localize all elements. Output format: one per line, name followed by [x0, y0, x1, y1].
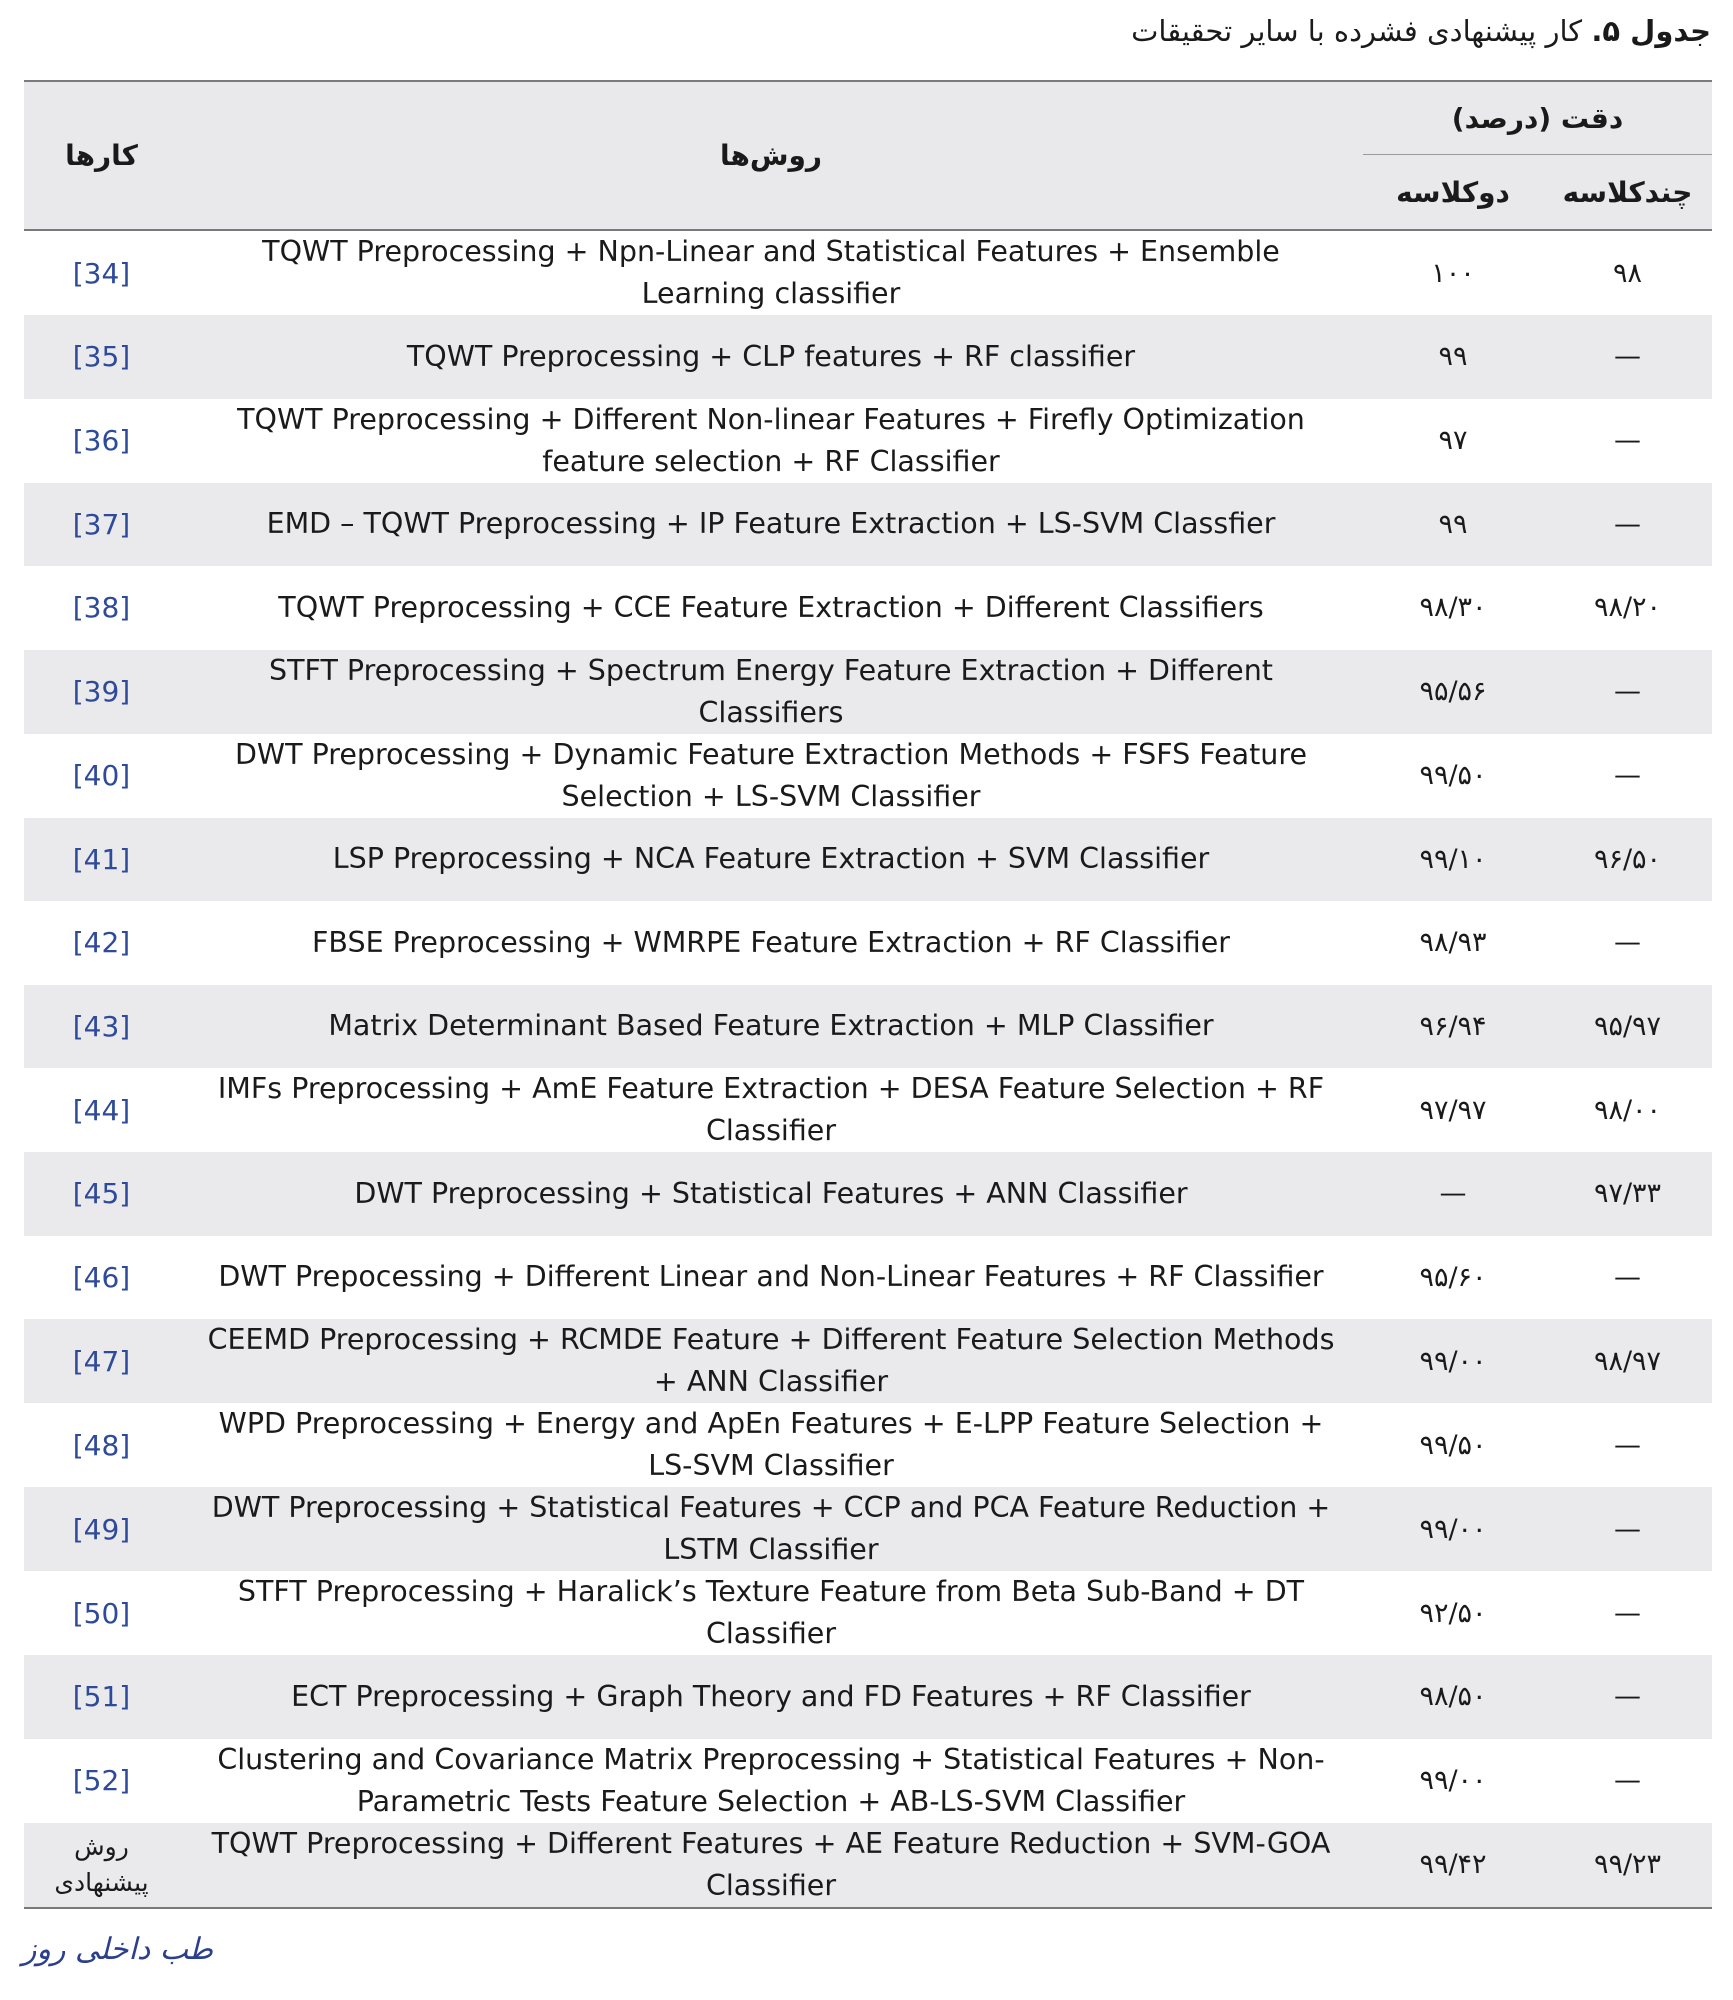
row-multi-class-accuracy: —	[1614, 1261, 1641, 1293]
row-ref[interactable]: [41]	[72, 842, 131, 876]
row-multi-class-accuracy: ۹۸	[1612, 257, 1642, 289]
table-row	[24, 1236, 1712, 1320]
row-multi-class-accuracy: —	[1614, 1765, 1641, 1796]
row-ref[interactable]: [48]	[72, 1428, 131, 1462]
table-row	[24, 1487, 1712, 1571]
table-header	[24, 81, 1712, 230]
row-method: DWT Preprocessing + Dynamic Feature Extraction Methods + FSFS Feature Selection + LS-SVM Classifier	[234, 737, 1307, 813]
table-caption	[1131, 14, 1711, 48]
table-row	[24, 734, 1712, 818]
row-ref: روش پیشنهادی	[54, 1831, 149, 1897]
row-ref[interactable]: [43]	[72, 1009, 131, 1043]
table-row	[24, 315, 1712, 399]
row-ref[interactable]: [42]	[72, 926, 131, 960]
row-method: DWT Prepocessing + Different Linear and Non-Linear Features + RF Classifier	[218, 1260, 1324, 1294]
journal-logo: طب داخلی روز	[22, 1932, 214, 1967]
row-multi-class-accuracy: ۹۸/۰۰	[1593, 1094, 1662, 1126]
row-method: ECT Preprocessing + Graph Theory and FD Features + RF Classifier	[291, 1679, 1251, 1713]
row-multi-class-accuracy: ۹۸/۹۷	[1593, 1345, 1662, 1377]
table-row	[24, 1823, 1712, 1908]
table-row	[24, 230, 1712, 315]
table-row	[24, 1403, 1712, 1487]
row-method: TQWT Preprocessing + CLP features + RF classifier	[406, 339, 1136, 373]
row-ref[interactable]: [50]	[72, 1596, 131, 1630]
comparison-table-wrapper	[24, 80, 1712, 1909]
row-ref[interactable]: [52]	[72, 1764, 131, 1797]
row-multi-class-accuracy: —	[1614, 1513, 1641, 1545]
row-ref[interactable]: [44]	[72, 1093, 131, 1127]
row-multi-class-accuracy: —	[1614, 1429, 1641, 1461]
row-multi-class-accuracy: ۹۹/۲۳	[1593, 1849, 1662, 1880]
row-method: TQWT Preprocessing + Different Non-linear Features + Firefly Optimization feature selection + RF Classifier	[237, 402, 1305, 478]
row-two-class-accuracy: ۹۹/۰۰	[1419, 1765, 1487, 1796]
table-row	[24, 1739, 1712, 1823]
header-multi-class: چندکلاسه	[1543, 155, 1712, 231]
header-two-class: دوکلاسه	[1363, 155, 1543, 231]
row-two-class-accuracy: ۹۷/۹۷	[1419, 1094, 1487, 1126]
row-method: IMFs Preprocessing + AmE Feature Extraction + DESA Feature Selection + RF Classifier	[217, 1072, 1325, 1147]
header-works: کارها	[24, 81, 179, 230]
table-body	[24, 230, 1712, 1908]
table-row	[24, 483, 1712, 567]
row-two-class-accuracy: ۹۹/۱۰	[1419, 843, 1487, 875]
row-two-class-accuracy: ۹۸/۹۳	[1419, 927, 1487, 959]
row-method: STFT Preprocessing + Haralick’s Texture Feature from Beta Sub-Band + DT Classifier	[237, 1575, 1305, 1650]
row-two-class-accuracy: ۹۵/۵۶	[1419, 676, 1487, 707]
table-row	[24, 1655, 1712, 1739]
table-row	[24, 901, 1712, 985]
row-ref[interactable]: [47]	[72, 1344, 131, 1378]
row-method: TQWT Preprocessing + Different Features + AE Feature Reduction + SVM-GOA Classifier	[211, 1826, 1331, 1902]
table-row	[24, 1068, 1712, 1152]
row-two-class-accuracy: ۹۹	[1438, 508, 1468, 540]
row-two-class-accuracy: ۹۵/۶۰	[1419, 1261, 1487, 1293]
row-two-class-accuracy: ۹۲/۵۰	[1419, 1597, 1487, 1629]
row-multi-class-accuracy: ۹۸/۲۰	[1593, 592, 1662, 624]
row-two-class-accuracy: ۹۶/۹۴	[1419, 1010, 1487, 1042]
table-row	[24, 566, 1712, 650]
row-two-class-accuracy: —	[1439, 1178, 1467, 1210]
row-multi-class-accuracy: —	[1614, 1597, 1641, 1629]
table-row	[24, 985, 1712, 1069]
row-ref[interactable]: [37]	[72, 507, 131, 541]
row-ref[interactable]: [51]	[72, 1680, 131, 1714]
row-two-class-accuracy: ۹۹/۵۰	[1419, 760, 1487, 791]
row-ref[interactable]: [39]	[72, 675, 131, 708]
row-ref[interactable]: [49]	[72, 1512, 131, 1546]
row-multi-class-accuracy: —	[1614, 676, 1641, 707]
row-method: FBSE Preprocessing + WMRPE Feature Extraction + RF Classifier	[312, 925, 1230, 959]
row-method: STFT Preprocessing + Spectrum Energy Feature Extraction + Different Classifiers	[269, 653, 1273, 729]
table-row	[24, 399, 1712, 483]
row-ref[interactable]: [45]	[72, 1177, 131, 1211]
row-multi-class-accuracy: —	[1614, 341, 1641, 373]
row-two-class-accuracy: ۹۹/۰۰	[1419, 1513, 1487, 1545]
row-multi-class-accuracy: ۹۷/۳۳	[1593, 1178, 1662, 1210]
caption-text: کار پیشنهادی فشرده با سایر تحقیقات	[1131, 14, 1583, 48]
row-method: DWT Preprocessing + Statistical Features + ANN Classifier	[354, 1176, 1188, 1210]
row-two-class-accuracy: ۹۸/۵۰	[1419, 1681, 1487, 1713]
header-accuracy: دقت (درصد)	[1363, 81, 1712, 155]
header-methods: روش‌ها	[179, 81, 1363, 230]
row-two-class-accuracy: ۹۹/۰۰	[1419, 1345, 1487, 1377]
row-two-class-accuracy: ۹۹/۵۰	[1419, 1429, 1487, 1461]
row-ref[interactable]: [38]	[72, 591, 131, 625]
table-row	[24, 1571, 1712, 1655]
table-row	[24, 1152, 1712, 1236]
row-method: CEEMD Preprocessing + RCMDE Feature + Different Feature Selection Methods + ANN Classifier	[207, 1323, 1335, 1398]
row-multi-class-accuracy: —	[1614, 927, 1641, 959]
row-multi-class-accuracy: —	[1614, 1681, 1641, 1713]
row-method: EMD – TQWT Preprocessing + IP Feature Extraction + LS-SVM Classfier	[266, 507, 1276, 541]
row-two-class-accuracy: ۹۹/۴۲	[1419, 1849, 1487, 1880]
row-multi-class-accuracy: —	[1614, 508, 1641, 540]
row-ref[interactable]: [34]	[72, 256, 131, 290]
row-two-class-accuracy: ۹۹	[1438, 341, 1468, 373]
table-row	[24, 650, 1712, 734]
row-two-class-accuracy: ۱۰۰	[1431, 257, 1475, 289]
row-two-class-accuracy: ۹۷	[1438, 425, 1468, 456]
row-multi-class-accuracy: —	[1614, 760, 1641, 791]
row-ref[interactable]: [35]	[72, 340, 131, 374]
row-method: TQWT Preprocessing + CCE Feature Extraction + Different Classifiers	[278, 590, 1264, 624]
row-method: DWT Preprocessing + Statistical Features + CCP and PCA Feature Reduction + LSTM Classifier	[211, 1491, 1331, 1566]
row-ref[interactable]: [36]	[72, 424, 131, 457]
row-method: LSP Preprocessing + NCA Feature Extraction + SVM Classifier	[332, 842, 1210, 876]
table-row	[24, 818, 1712, 902]
row-ref[interactable]: [46]	[72, 1260, 131, 1294]
table-row	[24, 1319, 1712, 1403]
row-two-class-accuracy: ۹۸/۳۰	[1419, 592, 1487, 624]
row-method: WPD Preprocessing + Energy and ApEn Features + E-LPP Feature Selection + LS-SVM Classifier	[218, 1407, 1324, 1482]
comparison-table	[24, 80, 1712, 1909]
row-ref[interactable]: [40]	[72, 759, 131, 792]
caption-label: جدول ۵.	[1591, 14, 1711, 48]
row-multi-class-accuracy: —	[1614, 425, 1641, 456]
row-multi-class-accuracy: ۹۶/۵۰	[1593, 843, 1662, 875]
row-method: Matrix Determinant Based Feature Extraction + MLP Classifier	[328, 1009, 1214, 1043]
row-method: Clustering and Covariance Matrix Preprocessing + Statistical Features + Non-Parametric Tests Feature Selection + AB-LS-SVM Classifier	[217, 1742, 1325, 1818]
row-method: TQWT Preprocessing + Npn-Linear and Statistical Features + Ensemble Learning classifier	[262, 235, 1280, 310]
row-multi-class-accuracy: ۹۵/۹۷	[1593, 1010, 1662, 1042]
